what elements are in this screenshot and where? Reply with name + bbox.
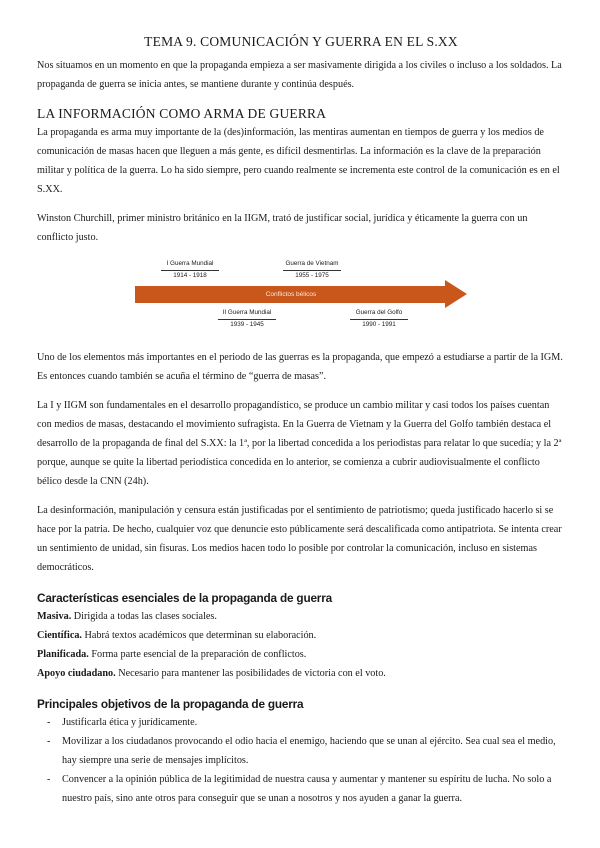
timeline-event-years: 1939 - 1945 bbox=[230, 321, 264, 328]
objective-item: - Movilizar a los ciudadanos provocando el odio hacia el enemigo, haciendo que se unan al ejército. Sea cual sea el medio, hay siempre una serie de mensajes implícitos. bbox=[37, 732, 565, 770]
characteristics-list bbox=[37, 607, 565, 683]
paragraph-information: La propaganda es arma muy importante de la (des)información, las mentiras aumentan en tiempos de guerra y los medios de comunicación de masas hacen que lleguen a más gente, es difícil desmentirlas. La información es la clave de la preparación militar y política de la guerra. Lo ha sido siempre, pero cuando realmente se incrementa este control de la comunicación es en el S.XX. bbox=[37, 127, 560, 195]
timeline-arrow-head bbox=[445, 280, 467, 308]
timeline-event-gulf bbox=[347, 308, 411, 330]
timeline-event-ww2 bbox=[215, 308, 279, 330]
timeline-event-vietnam bbox=[280, 259, 344, 281]
characteristic-term: Masiva. bbox=[37, 611, 72, 622]
paragraph-disinformation: La desinformación, manipulación y censura están justificadas por el sentimiento de patriotismo; queda justificado hacerlo si se hace por la patria. De hecho, cualquier voz que denuncie esto públicamente será descalificada como antipatriota. Se intenta crear un sentimiento de unidad, sin fisuras. Los medios hacen todo lo posible por controlar la comunicación, incluso en sistemas democráticos. bbox=[37, 505, 562, 573]
characteristic-desc: Forma parte esencial de la preparación de conflictos. bbox=[88, 649, 307, 660]
characteristic-item bbox=[37, 664, 565, 683]
characteristic-desc: Habrá textos académicos que determinan su elaboración. bbox=[81, 630, 317, 641]
characteristics-heading: Características esenciales de la propaganda de guerra bbox=[37, 591, 332, 605]
timeline-event-name: Guerra de Vietnam bbox=[283, 259, 341, 271]
paragraph-churchill: Winston Churchill, primer ministro británico en la IIGM, trató de justificar social, jurídica y éticamente la guerra con un conflicto justo. bbox=[37, 213, 528, 243]
characteristic-item bbox=[37, 645, 565, 664]
timeline-diagram bbox=[37, 256, 565, 336]
section-heading-information: LA INFORMACIÓN COMO ARMA DE GUERRA bbox=[37, 106, 327, 121]
characteristic-item bbox=[37, 626, 565, 645]
objective-item: - Convencer a la opinión pública de la legitimidad de nuestra causa y aumentar y mantener su espíritu de lucha. No solo a nuestro país, sino ante otros para conseguir que se unan a nosotros y nos ayuden a ganar la guerra. bbox=[37, 770, 565, 808]
objective-item: - Justificarla ética y jurídicamente. bbox=[37, 713, 565, 732]
characteristic-item bbox=[37, 607, 565, 626]
timeline-arrow-label: Conflictos bélicos bbox=[265, 291, 317, 298]
characteristic-desc: Necesario para mantener las posibilidades de victoria con el voto. bbox=[115, 668, 386, 679]
objectives-heading: Principales objetivos de la propaganda de guerra bbox=[37, 697, 304, 711]
paragraph-world-wars: La I y IIGM son fundamentales en el desarrollo propagandístico, se produce un cambio militar y casi todos los países cuentan con medios de masas, destacando el movimiento sufragista. En la Guerra de Vietnam y la Guerra del Golfo también destaca el desarrollo de la propaganda de final del S.XX: la 1ª, por la libertad concedida a los periodistas para relatar lo que sucedía; y la 2ª porque, aunque se quite la libertad periodística concedida en lo anterior, se comienza a cubrir audiovisualmente el conflicto bélico desde la CNN (24h). bbox=[37, 400, 562, 487]
characteristic-term: Científica. bbox=[37, 630, 82, 641]
timeline-event-ww1 bbox=[158, 259, 222, 281]
timeline-event-years: 1955 - 1975 bbox=[295, 272, 329, 279]
objectives-list bbox=[37, 713, 565, 808]
timeline-event-name: I Guerra Mundial bbox=[161, 259, 219, 271]
characteristic-term: Apoyo ciudadano. bbox=[37, 668, 116, 679]
timeline-event-name: II Guerra Mundial bbox=[218, 308, 276, 320]
characteristic-term: Planificada. bbox=[37, 649, 89, 660]
timeline-event-years: 1914 - 1918 bbox=[173, 272, 207, 279]
timeline-event-name: Guerra del Golfo bbox=[350, 308, 408, 320]
timeline-event-years: 1990 - 1991 bbox=[362, 321, 396, 328]
paragraph-propaganda: Uno de los elementos más importantes en el periodo de las guerras es la propaganda, que empezó a estudiarse a partir de la IGM. Es entonces cuando también se acuña el término de “guerra de masas”. bbox=[37, 352, 563, 382]
document-page bbox=[37, 34, 565, 808]
intro-paragraph: Nos situamos en un momento en que la propaganda empieza a ser masivamente dirigida a los civiles o incluso a los soldados. La propaganda de guerra se inicia antes, se mantiene durante y continúa después. bbox=[37, 60, 562, 90]
characteristic-desc: Dirigida a todas las clases sociales. bbox=[71, 611, 217, 622]
page-title: TEMA 9. COMUNICACIÓN Y GUERRA EN EL S.XX bbox=[144, 34, 458, 49]
